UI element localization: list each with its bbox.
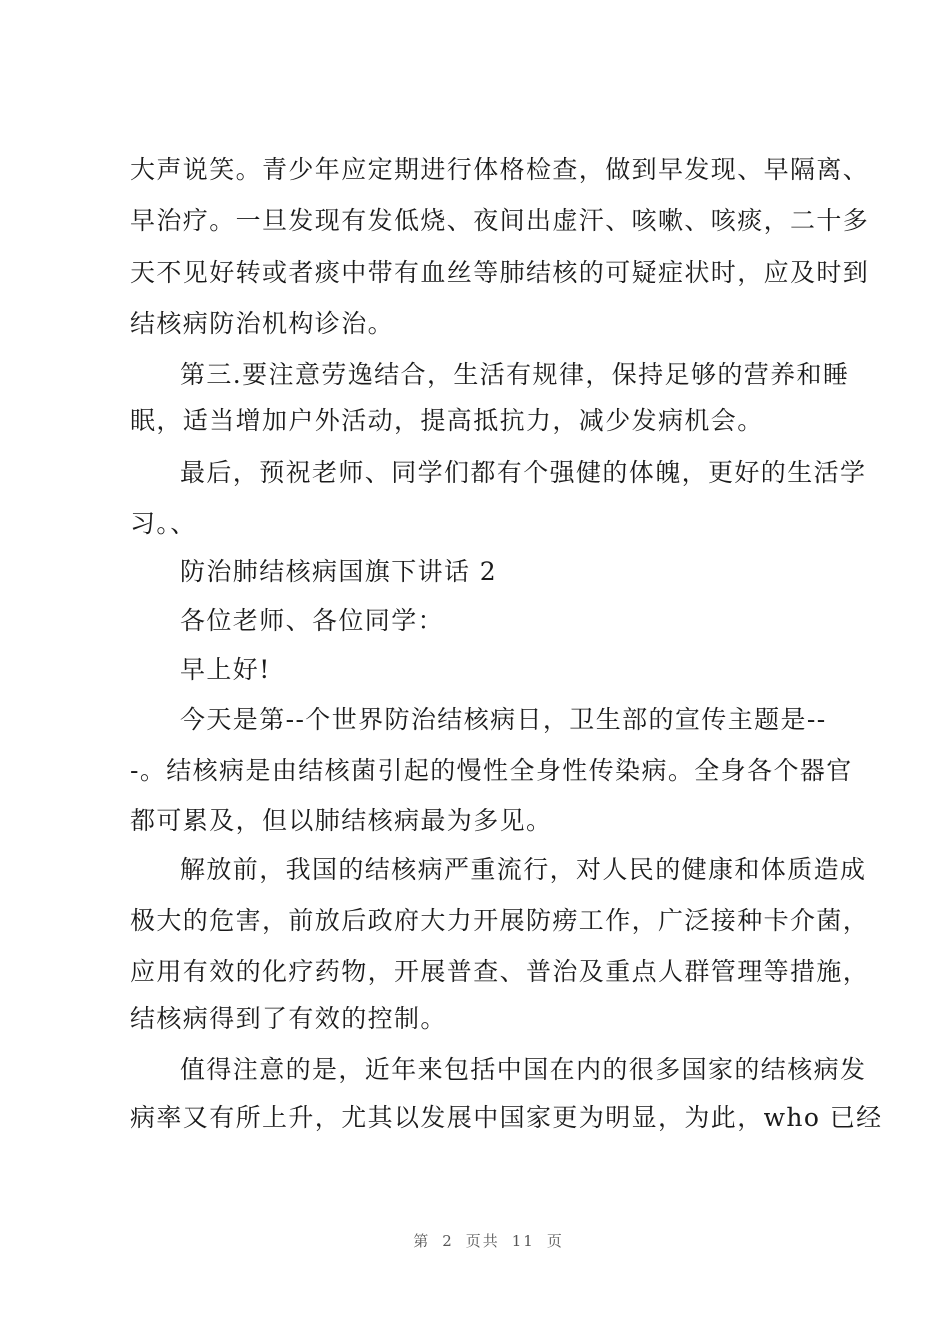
page-label-mid: 页共 xyxy=(465,1232,500,1250)
body-text-line: 结核病得到了有效的控制。 xyxy=(130,1004,447,1033)
body-text-line: -。结核病是由结核菌引起的慢性全身性传染病。全身各个器官 xyxy=(130,756,853,785)
body-text-line: 极大的危害，前放后政府大力开展防痨工作，广泛接种卡介菌， xyxy=(130,906,870,935)
body-text-line: 病率又有所上升，尤其以发展中国家更为明显，为此，who 已经 xyxy=(130,1103,883,1132)
current-page-number: 2 xyxy=(442,1232,454,1250)
body-text-line: 今天是第--个世界防治结核病日，卫生部的宣传主题是-- xyxy=(180,705,827,734)
body-text-line: 结核病防治机构诊治。 xyxy=(130,309,395,338)
body-text-line: 值得注意的是，近年来包括中国在内的很多国家的结核病发 xyxy=(180,1055,867,1084)
body-text-line: 第三.要注意劳逸结合，生活有规律，保持足够的营养和睡 xyxy=(180,360,850,389)
page-label-suffix: 页 xyxy=(546,1232,564,1250)
page-label-prefix: 第 xyxy=(413,1232,431,1250)
body-text-line: 解放前，我国的结核病严重流行，对人民的健康和体质造成 xyxy=(180,855,867,884)
salutation: 各位老师、各位同学： xyxy=(180,606,445,635)
page-footer xyxy=(0,1212,950,1269)
body-text-line: 习。、 xyxy=(130,509,197,538)
body-text-line: 最后，预祝老师、同学们都有个强健的体魄，更好的生活学 xyxy=(180,458,867,487)
body-text-line: 天不见好转或者痰中带有血丝等肺结核的可疑症状时，应及时到 xyxy=(130,258,870,287)
greeting: 早上好! xyxy=(180,655,271,684)
body-text-line: 早治疗。一旦发现有发低烧、夜间出虚汗、咳嗽、咳痰，二十多 xyxy=(130,206,870,235)
total-pages-number: 11 xyxy=(511,1232,535,1250)
section-heading: 防治肺结核病国旗下讲话 2 xyxy=(180,557,498,586)
body-text-line: 眠，适当增加户外活动，提高抵抗力，减少发病机会。 xyxy=(130,406,764,435)
body-text-line: 都可累及，但以肺结核病最为多见。 xyxy=(130,806,553,835)
body-text-line: 应用有效的化疗药物，开展普查、普治及重点人群管理等措施， xyxy=(130,957,870,986)
body-text-line: 大声说笑。青少年应定期进行体格检查，做到早发现、早隔离、 xyxy=(130,155,870,184)
